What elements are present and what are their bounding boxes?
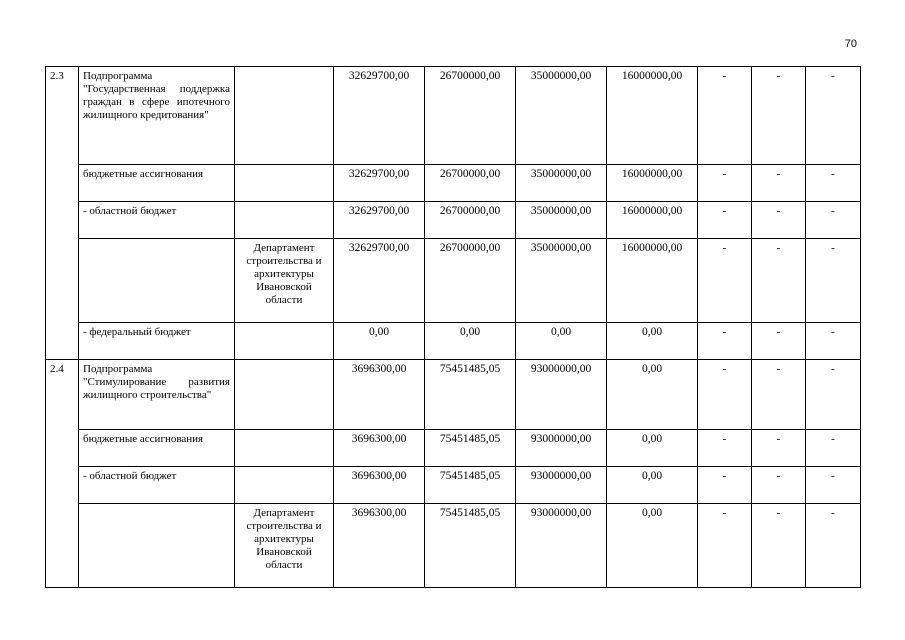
amount-cell: 0,00 [425, 323, 516, 360]
amount-cell: 0,00 [334, 323, 425, 360]
amount-cell: 0,00 [607, 360, 698, 430]
amount-cell: 3696300,00 [334, 467, 425, 504]
empty-value-cell: - [806, 467, 861, 504]
empty-value-cell: - [752, 430, 806, 467]
amount-cell: 75451485,05 [425, 504, 516, 588]
row-label: бюджетные ассигнования [79, 430, 235, 467]
budget-table [45, 66, 861, 588]
amount-cell: 32629700,00 [334, 239, 425, 323]
amount-cell: 93000000,00 [516, 504, 607, 588]
empty-value-cell: - [752, 504, 806, 588]
amount-cell: 0,00 [607, 504, 698, 588]
empty-value-cell: - [752, 467, 806, 504]
executor-cell [235, 323, 334, 360]
row-label [79, 239, 235, 323]
empty-value-cell: - [698, 504, 752, 588]
empty-value-cell: - [806, 323, 861, 360]
amount-cell: 26700000,00 [425, 239, 516, 323]
amount-cell: 16000000,00 [607, 202, 698, 239]
page-number: 70 [844, 38, 857, 50]
executor-cell [235, 202, 334, 239]
amount-cell: 26700000,00 [425, 67, 516, 165]
amount-cell: 75451485,05 [425, 430, 516, 467]
executor-cell [235, 360, 334, 430]
amount-cell: 0,00 [607, 430, 698, 467]
row-label: - федеральный бюджет [79, 323, 235, 360]
empty-value-cell: - [752, 67, 806, 165]
empty-value-cell: - [752, 202, 806, 239]
amount-cell: 26700000,00 [425, 165, 516, 202]
row-label [79, 504, 235, 588]
amount-cell: 32629700,00 [334, 202, 425, 239]
amount-cell: 16000000,00 [607, 165, 698, 202]
table-row [46, 323, 861, 360]
amount-cell: 3696300,00 [334, 360, 425, 430]
amount-cell: 93000000,00 [516, 360, 607, 430]
amount-cell: 0,00 [516, 323, 607, 360]
empty-value-cell: - [806, 360, 861, 430]
amount-cell: 93000000,00 [516, 430, 607, 467]
executor-cell [235, 467, 334, 504]
empty-value-cell: - [698, 360, 752, 430]
empty-value-cell: - [698, 467, 752, 504]
table-row [46, 165, 861, 202]
empty-value-cell: - [698, 165, 752, 202]
amount-cell: 75451485,05 [425, 467, 516, 504]
empty-value-cell: - [806, 202, 861, 239]
empty-value-cell: - [752, 323, 806, 360]
executor-cell: Департамент строительства и архитектуры Ивановской области [235, 239, 334, 323]
section-index: 2.4 [46, 360, 79, 588]
amount-cell: 0,00 [607, 467, 698, 504]
empty-value-cell: - [806, 430, 861, 467]
table-row [46, 67, 861, 165]
table-row [46, 504, 861, 588]
amount-cell: 35000000,00 [516, 165, 607, 202]
amount-cell: 32629700,00 [334, 165, 425, 202]
empty-value-cell: - [698, 430, 752, 467]
empty-value-cell: - [806, 504, 861, 588]
amount-cell: 35000000,00 [516, 67, 607, 165]
empty-value-cell: - [752, 239, 806, 323]
empty-value-cell: - [698, 202, 752, 239]
empty-value-cell: - [752, 165, 806, 202]
empty-value-cell: - [752, 360, 806, 430]
table-row [46, 239, 861, 323]
empty-value-cell: - [698, 323, 752, 360]
empty-value-cell: - [698, 67, 752, 165]
amount-cell: 3696300,00 [334, 504, 425, 588]
empty-value-cell: - [806, 165, 861, 202]
empty-value-cell: - [806, 239, 861, 323]
table-row [46, 467, 861, 504]
amount-cell: 0,00 [607, 323, 698, 360]
amount-cell: 16000000,00 [607, 239, 698, 323]
amount-cell: 35000000,00 [516, 202, 607, 239]
amount-cell: 93000000,00 [516, 467, 607, 504]
amount-cell: 32629700,00 [334, 67, 425, 165]
amount-cell: 75451485,05 [425, 360, 516, 430]
amount-cell: 35000000,00 [516, 239, 607, 323]
amount-cell: 26700000,00 [425, 202, 516, 239]
row-label: - областной бюджет [79, 202, 235, 239]
amount-cell: 16000000,00 [607, 67, 698, 165]
row-label: - областной бюджет [79, 467, 235, 504]
row-label: Подпрограмма "Стимулирование развития жилищного строительства" [79, 360, 235, 430]
section-index: 2.3 [46, 67, 79, 360]
executor-cell [235, 430, 334, 467]
executor-cell: Департамент строительства и архитектуры Ивановской области [235, 504, 334, 588]
empty-value-cell: - [806, 67, 861, 165]
table-row [46, 202, 861, 239]
row-label: бюджетные ассигнования [79, 165, 235, 202]
amount-cell: 3696300,00 [334, 430, 425, 467]
table-row [46, 430, 861, 467]
row-label: Подпрограмма "Государственная поддержка граждан в сфере ипотечного жилищного кредитования" [79, 67, 235, 165]
empty-value-cell: - [698, 239, 752, 323]
table-row [46, 360, 861, 430]
executor-cell [235, 165, 334, 202]
executor-cell [235, 67, 334, 165]
budget-table-body [46, 67, 861, 588]
